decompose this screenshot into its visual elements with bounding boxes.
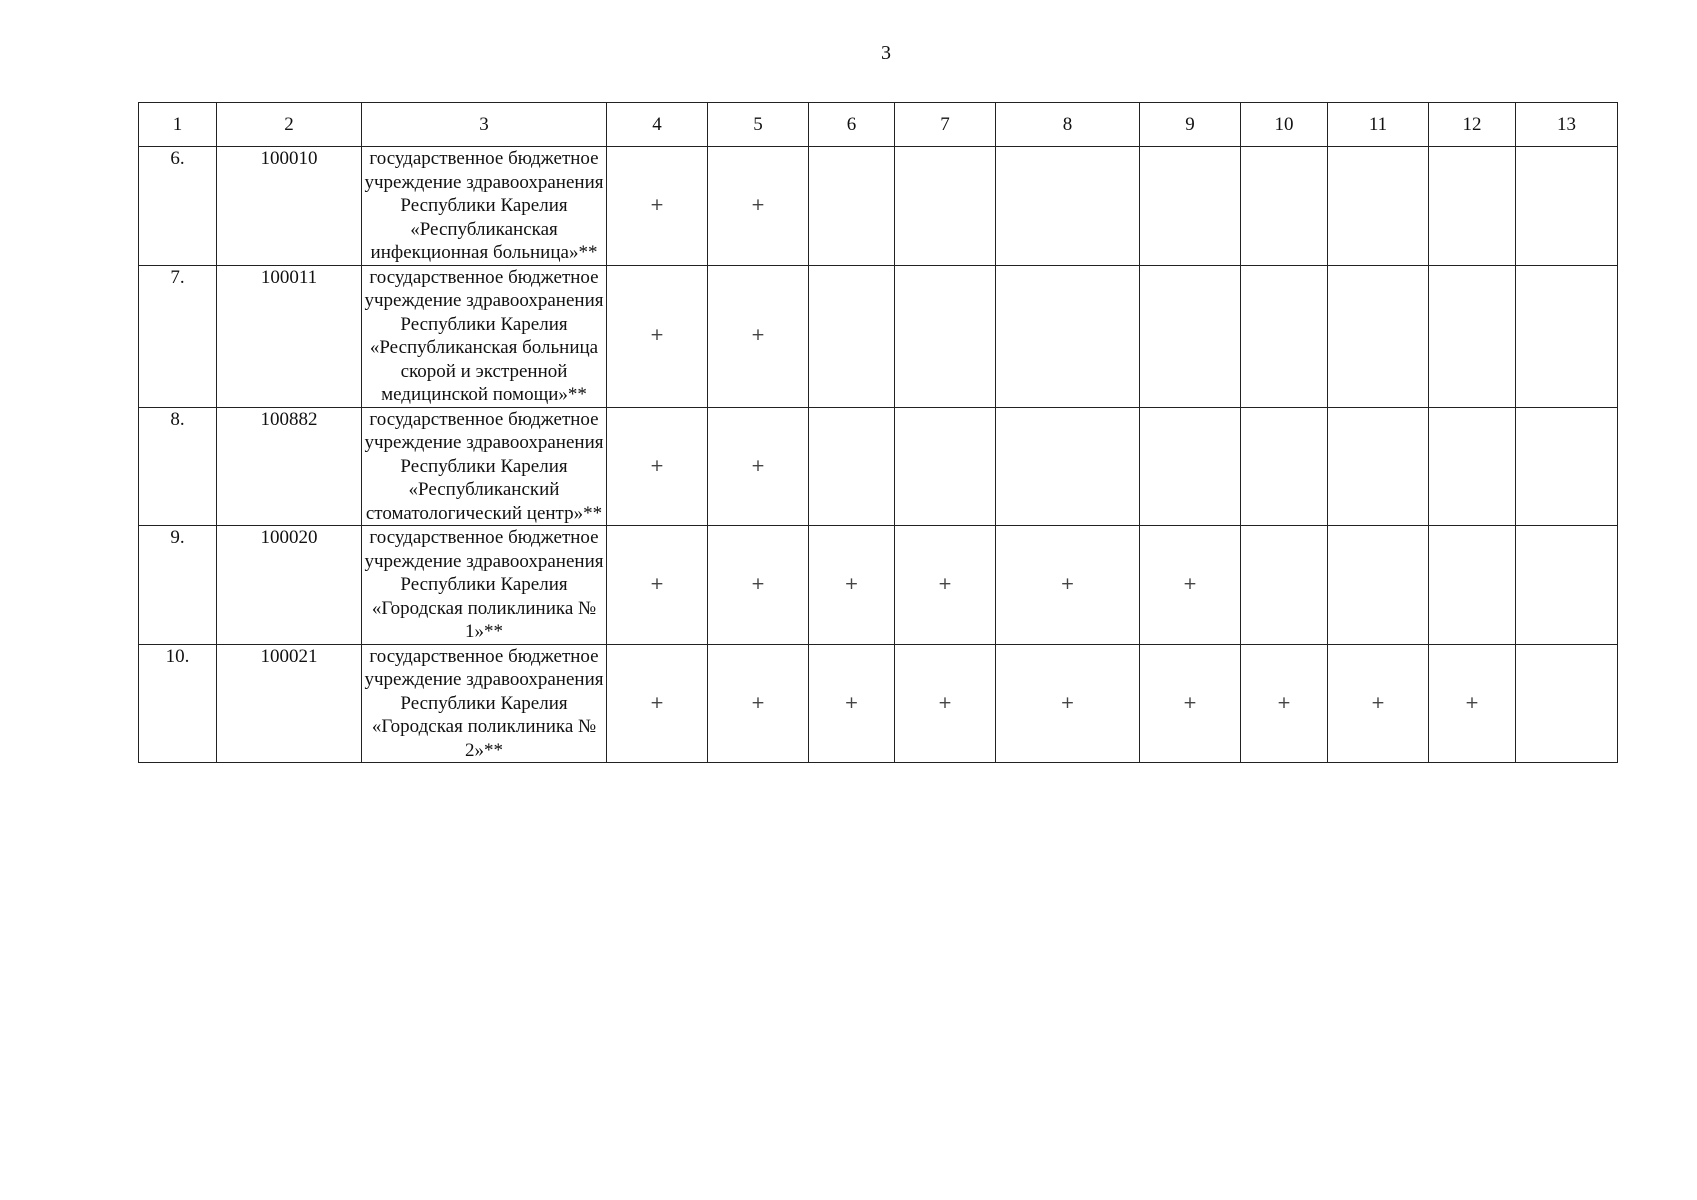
column-header: 9 bbox=[1140, 103, 1241, 147]
mark-cell: + bbox=[607, 407, 708, 526]
mark-cell: + bbox=[1140, 644, 1241, 763]
table-row bbox=[139, 644, 1618, 763]
mark-cell bbox=[1140, 147, 1241, 266]
table-row bbox=[139, 147, 1618, 266]
mark-cell bbox=[1429, 147, 1516, 266]
mark-cell: + bbox=[708, 147, 809, 266]
row-number: 10. bbox=[139, 644, 217, 763]
column-header: 2 bbox=[217, 103, 362, 147]
mark-cell bbox=[1328, 407, 1429, 526]
org-name: государственное бюджетное учреждение здравоохранения Республики Карелия «Городская поликлиника № 2»** bbox=[362, 644, 607, 763]
mark-cell: + bbox=[607, 526, 708, 645]
mark-cell bbox=[1516, 407, 1618, 526]
mark-cell bbox=[1516, 644, 1618, 763]
page-number: 3 bbox=[881, 42, 891, 64]
column-header: 6 bbox=[809, 103, 895, 147]
org-name: государственное бюджетное учреждение здравоохранения Республики Карелия «Республиканский стоматологический центр»** bbox=[362, 407, 607, 526]
register-table bbox=[138, 102, 1618, 763]
row-number: 6. bbox=[139, 147, 217, 266]
mark-cell bbox=[1241, 526, 1328, 645]
mark-cell: + bbox=[1328, 644, 1429, 763]
table-row bbox=[139, 526, 1618, 645]
mark-cell: + bbox=[895, 526, 996, 645]
column-header: 7 bbox=[895, 103, 996, 147]
mark-cell: + bbox=[708, 265, 809, 407]
org-name: государственное бюджетное учреждение здравоохранения Республики Карелия «Республиканская больница скорой и экстренной медицинской помощи»** bbox=[362, 265, 607, 407]
mark-cell: + bbox=[809, 644, 895, 763]
mark-cell: + bbox=[809, 526, 895, 645]
column-header: 3 bbox=[362, 103, 607, 147]
mark-cell bbox=[1241, 407, 1328, 526]
mark-cell: + bbox=[708, 407, 809, 526]
column-header: 12 bbox=[1429, 103, 1516, 147]
mark-cell bbox=[1516, 147, 1618, 266]
mark-cell bbox=[1429, 407, 1516, 526]
mark-cell: + bbox=[996, 526, 1140, 645]
mark-cell bbox=[809, 407, 895, 526]
mark-cell bbox=[1429, 265, 1516, 407]
mark-cell bbox=[996, 147, 1140, 266]
mark-cell: + bbox=[708, 644, 809, 763]
org-code: 100882 bbox=[217, 407, 362, 526]
org-name: государственное бюджетное учреждение здравоохранения Республики Карелия «Городская поликлиника № 1»** bbox=[362, 526, 607, 645]
mark-cell bbox=[1241, 147, 1328, 266]
mark-cell bbox=[809, 265, 895, 407]
mark-cell: + bbox=[708, 526, 809, 645]
mark-cell: + bbox=[1140, 526, 1241, 645]
mark-cell bbox=[809, 147, 895, 266]
org-code: 100010 bbox=[217, 147, 362, 266]
column-header: 11 bbox=[1328, 103, 1429, 147]
mark-cell: + bbox=[895, 644, 996, 763]
column-header: 5 bbox=[708, 103, 809, 147]
mark-cell bbox=[996, 407, 1140, 526]
mark-cell bbox=[1516, 265, 1618, 407]
mark-cell: + bbox=[996, 644, 1140, 763]
row-number: 8. bbox=[139, 407, 217, 526]
column-header: 4 bbox=[607, 103, 708, 147]
mark-cell: + bbox=[607, 265, 708, 407]
column-header: 8 bbox=[996, 103, 1140, 147]
column-header: 13 bbox=[1516, 103, 1618, 147]
mark-cell bbox=[895, 265, 996, 407]
header-row bbox=[139, 103, 1618, 147]
mark-cell bbox=[1140, 407, 1241, 526]
org-code: 100020 bbox=[217, 526, 362, 645]
mark-cell bbox=[895, 147, 996, 266]
mark-cell bbox=[1140, 265, 1241, 407]
mark-cell: + bbox=[1241, 644, 1328, 763]
org-code: 100021 bbox=[217, 644, 362, 763]
mark-cell bbox=[1516, 526, 1618, 645]
table-row bbox=[139, 265, 1618, 407]
mark-cell bbox=[1241, 265, 1328, 407]
row-number: 7. bbox=[139, 265, 217, 407]
mark-cell: + bbox=[1429, 644, 1516, 763]
row-number: 9. bbox=[139, 526, 217, 645]
column-header: 1 bbox=[139, 103, 217, 147]
mark-cell bbox=[996, 265, 1140, 407]
org-code: 100011 bbox=[217, 265, 362, 407]
mark-cell bbox=[1429, 526, 1516, 645]
mark-cell: + bbox=[607, 644, 708, 763]
mark-cell bbox=[1328, 147, 1429, 266]
mark-cell: + bbox=[607, 147, 708, 266]
mark-cell bbox=[1328, 526, 1429, 645]
table-row bbox=[139, 407, 1618, 526]
mark-cell bbox=[895, 407, 996, 526]
org-name: государственное бюджетное учреждение здравоохранения Республики Карелия «Республиканская инфекционная больница»** bbox=[362, 147, 607, 266]
column-header: 10 bbox=[1241, 103, 1328, 147]
mark-cell bbox=[1328, 265, 1429, 407]
